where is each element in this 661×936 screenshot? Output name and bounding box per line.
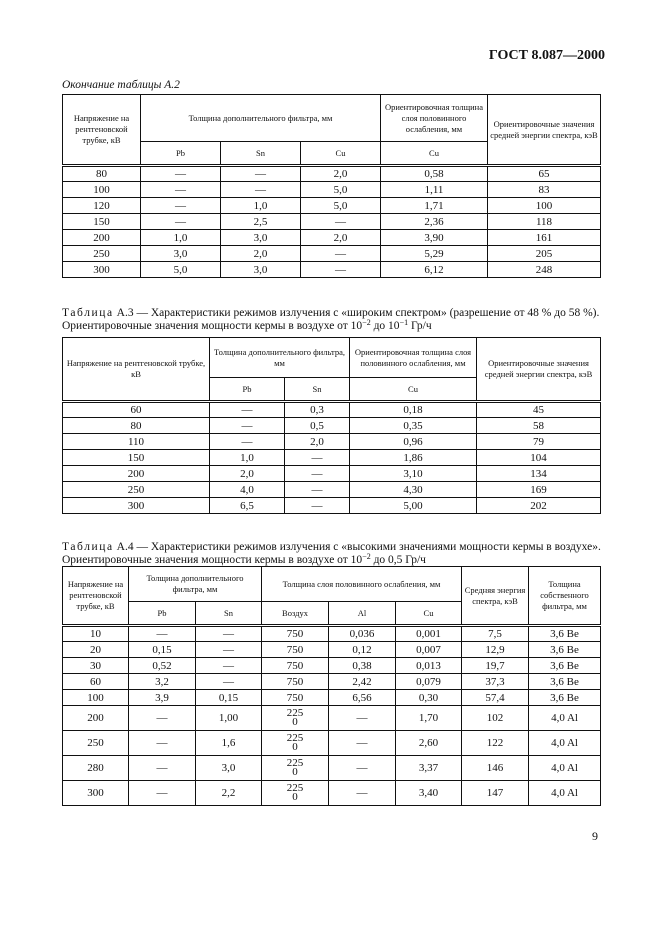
table-cell: 250: [63, 246, 141, 262]
table-cell: 110: [63, 434, 210, 450]
table-cell: —: [196, 674, 262, 690]
table-cell: 6,56: [329, 690, 396, 706]
table-cell: 0,15: [129, 642, 196, 658]
table-cell: 200: [63, 466, 210, 482]
table-a3-label: Таблица: [62, 307, 114, 319]
table-cell: —: [210, 402, 285, 418]
table-cell: 4,0 Al: [529, 731, 601, 756]
table-a4-exponent: −2: [362, 552, 371, 561]
header-air: Воздух: [262, 602, 329, 626]
table-cell: 4,30: [350, 482, 477, 498]
table-cell: 146: [462, 756, 529, 781]
table-a2: [62, 94, 601, 278]
table-cell: 1,70: [396, 706, 462, 731]
table-cell: 2,0: [221, 246, 301, 262]
header-sn: Sn: [221, 142, 301, 166]
table-cell: —: [285, 466, 350, 482]
table-cell: 1,0: [221, 198, 301, 214]
table-a3-title: А.3 — Характеристики режимов излучения с «широким спектром» (разрешение от 48 % до 58 %).: [116, 307, 600, 319]
table-cell: 200: [63, 706, 129, 731]
table-cell: 7,5: [462, 626, 529, 642]
table-cell: 750: [262, 626, 329, 642]
table-row: [63, 450, 601, 466]
table-cell: 79: [477, 434, 601, 450]
table-cell: 1,86: [350, 450, 477, 466]
table-cell: 4,0 Al: [529, 756, 601, 781]
table-cell: —: [129, 706, 196, 731]
header-cu: Cu: [350, 378, 477, 402]
table-cell: 2,2: [196, 781, 262, 806]
table-cell: 2,60: [396, 731, 462, 756]
table-cell: 60: [63, 674, 129, 690]
table-cell: —: [141, 182, 221, 198]
table-cell: 4,0 Al: [529, 706, 601, 731]
table-cell: 200: [63, 230, 141, 246]
table-cell: 0,18: [350, 402, 477, 418]
table-cell: 280: [63, 756, 129, 781]
table-cell: 0,12: [329, 642, 396, 658]
header-al: Al: [329, 602, 396, 626]
table-cell: 45: [477, 402, 601, 418]
header-pb: Pb: [210, 378, 285, 402]
table-cell: 2,0: [301, 166, 381, 182]
header-filter: Толщина дополнительного фильтра, мм: [141, 95, 381, 142]
table-cell: 5,0: [141, 262, 221, 278]
table-cell: 5,0: [301, 198, 381, 214]
table-cell: —: [329, 781, 396, 806]
table-cell: —: [141, 214, 221, 230]
table-cell: 2,0: [301, 230, 381, 246]
table-cell: 161: [488, 230, 601, 246]
header-cu: Cu: [301, 142, 381, 166]
table-row: [63, 402, 601, 418]
table-cell: 248: [488, 262, 601, 278]
table-a4: [62, 566, 601, 806]
header-own-filter: Толщина собственного фильтра, мм: [529, 567, 601, 626]
header-cu: Cu: [396, 602, 462, 626]
table-cell: 250: [63, 731, 129, 756]
table-cell: 100: [63, 182, 141, 198]
table-a3-caption-mid: до 10: [370, 320, 400, 332]
header-voltage: Напряжение на рентгеновской трубке, кВ: [63, 95, 141, 166]
table-cell: 0,079: [396, 674, 462, 690]
table-cell: 750: [262, 658, 329, 674]
table-a3-unit: Гр/ч: [408, 320, 432, 332]
table-row: [63, 642, 601, 658]
table-a3-caption-line2: [62, 320, 432, 333]
table-row: [63, 214, 601, 230]
table-cell: 169: [477, 482, 601, 498]
table-a3-exponent-1: −2: [362, 318, 371, 327]
table-cell: —: [221, 166, 301, 182]
table-cell: 2,0: [210, 466, 285, 482]
table-cell: 104: [477, 450, 601, 466]
table-cell: 3,6 Be: [529, 658, 601, 674]
table-cell: 102: [462, 706, 529, 731]
table-cell: —: [285, 482, 350, 498]
table-cell: 3,0: [196, 756, 262, 781]
table-cell: —: [221, 182, 301, 198]
table-a2-caption: Окончание таблицы А.2: [62, 79, 180, 91]
table-cell: 0,036: [329, 626, 396, 642]
table-cell: 1,0: [210, 450, 285, 466]
table-cell: 58: [477, 418, 601, 434]
standard-header: ГОСТ 8.087—2000: [488, 48, 605, 63]
table-a3: [62, 337, 601, 514]
table-cell: 19,7: [462, 658, 529, 674]
table-cell: 80: [63, 418, 210, 434]
table-cell: 1,00: [196, 706, 262, 731]
table-cell: 83: [488, 182, 601, 198]
table-cell: 0,013: [396, 658, 462, 674]
table-cell: 0,3: [285, 402, 350, 418]
table-cell: 300: [63, 781, 129, 806]
table-cell: —: [301, 214, 381, 230]
table-cell: 3,6 Be: [529, 690, 601, 706]
table-a4-title: А.4 — Характеристики режимов излучения с «высокими значениями мощности кермы в воздухе».: [116, 541, 601, 553]
table-cell: 65: [488, 166, 601, 182]
table-cell: 300: [63, 498, 210, 514]
table-row: [63, 731, 601, 756]
table-cell: 0,58: [381, 166, 488, 182]
table-cell: 20: [63, 642, 129, 658]
table-a4-caption-text: Ориентировочные значения мощности кермы в воздухе от 10: [62, 554, 363, 566]
table-cell: 3,40: [396, 781, 462, 806]
table-cell: 4,0 Al: [529, 781, 601, 806]
table-cell: 3,0: [221, 230, 301, 246]
table-row: [63, 498, 601, 514]
table-cell: 1,71: [381, 198, 488, 214]
table-cell: 37,3: [462, 674, 529, 690]
table-cell: 750: [262, 674, 329, 690]
header-sn: Sn: [285, 378, 350, 402]
table-row: [63, 246, 601, 262]
table-cell: 225 0: [262, 706, 329, 731]
table-row: [63, 230, 601, 246]
table-cell: 3,0: [141, 246, 221, 262]
table-cell: 118: [488, 214, 601, 230]
table-cell: 750: [262, 642, 329, 658]
table-cell: 225 0: [262, 756, 329, 781]
table-cell: 147: [462, 781, 529, 806]
table-cell: 150: [63, 450, 210, 466]
table-row: [63, 166, 601, 182]
table-cell: —: [301, 262, 381, 278]
table-cell: 300: [63, 262, 141, 278]
table-cell: 3,10: [350, 466, 477, 482]
table-cell: 3,2: [129, 674, 196, 690]
table-a3-body: [63, 402, 601, 514]
table-cell: 57,4: [462, 690, 529, 706]
table-cell: —: [210, 434, 285, 450]
table-cell: —: [196, 626, 262, 642]
table-cell: —: [141, 198, 221, 214]
table-a4-label: Таблица: [62, 541, 114, 553]
table-cell: 3,6 Be: [529, 674, 601, 690]
table-cell: 1,6: [196, 731, 262, 756]
table-cell: —: [129, 756, 196, 781]
table-a4-body: [63, 626, 601, 806]
table-cell: 3,9: [129, 690, 196, 706]
table-a3-exponent-2: −1: [399, 318, 409, 327]
header-hvl: Толщина слоя половинного ослабления, мм: [262, 567, 462, 602]
table-cell: —: [196, 658, 262, 674]
table-row: [63, 466, 601, 482]
table-row: [63, 756, 601, 781]
table-cell: 120: [63, 198, 141, 214]
table-cell: 12,9: [462, 642, 529, 658]
table-cell: 3,90: [381, 230, 488, 246]
table-cell: 0,96: [350, 434, 477, 450]
table-row: [63, 781, 601, 806]
table-row: [63, 674, 601, 690]
table-cell: 0,52: [129, 658, 196, 674]
table-cell: 0,38: [329, 658, 396, 674]
table-row: [63, 434, 601, 450]
header-filter: Толщина дополнительного фильтра, мм: [129, 567, 262, 602]
table-cell: —: [129, 626, 196, 642]
table-cell: 6,5: [210, 498, 285, 514]
table-cell: 225 0: [262, 781, 329, 806]
table-cell: 3,6 Be: [529, 642, 601, 658]
table-cell: —: [285, 450, 350, 466]
table-cell: —: [129, 781, 196, 806]
table-cell: 2,36: [381, 214, 488, 230]
table-cell: 30: [63, 658, 129, 674]
table-cell: 0,007: [396, 642, 462, 658]
table-cell: 0,15: [196, 690, 262, 706]
table-a3-caption-text: Ориентировочные значения мощности кермы в воздухе от 10: [62, 320, 363, 332]
table-cell: 250: [63, 482, 210, 498]
table-cell: 0,5: [285, 418, 350, 434]
header-filter: Толщина дополнительного фильтра, мм: [210, 338, 350, 378]
table-cell: 134: [477, 466, 601, 482]
table-cell: 5,29: [381, 246, 488, 262]
table-cell: 0,35: [350, 418, 477, 434]
header-hvl: Ориентировочная толщина слоя половинного ослабления, мм: [350, 338, 477, 378]
table-cell: 3,6 Be: [529, 626, 601, 642]
table-cell: —: [196, 642, 262, 658]
table-cell: —: [129, 731, 196, 756]
table-cell: 225 0: [262, 731, 329, 756]
table-a4-caption: [62, 541, 601, 554]
header-pb: Pb: [141, 142, 221, 166]
table-a2-body: [63, 166, 601, 278]
header-voltage: Напряжение на рентгеновской трубке, кВ: [63, 338, 210, 402]
table-row: [63, 262, 601, 278]
table-a4-caption-mid: до 0,5 Гр/ч: [370, 554, 426, 566]
table-cell: —: [301, 246, 381, 262]
header-sn: Sn: [196, 602, 262, 626]
table-cell: —: [329, 756, 396, 781]
table-cell: 750: [262, 690, 329, 706]
table-cell: 6,12: [381, 262, 488, 278]
table-cell: —: [285, 498, 350, 514]
table-cell: 122: [462, 731, 529, 756]
table-a3-caption: [62, 307, 599, 320]
table-row: [63, 706, 601, 731]
table-cell: 2,0: [285, 434, 350, 450]
table-cell: 0,30: [396, 690, 462, 706]
table-cell: —: [210, 418, 285, 434]
table-cell: 100: [488, 198, 601, 214]
table-cell: 3,37: [396, 756, 462, 781]
table-cell: 1,0: [141, 230, 221, 246]
table-cell: 60: [63, 402, 210, 418]
table-cell: 0,001: [396, 626, 462, 642]
table-cell: 2,42: [329, 674, 396, 690]
header-energy: Ориентировочные значения средней энергии спектра, кэВ: [477, 338, 601, 402]
header-hvl: Ориентировочная толщина слоя половинного ослабления, мм: [381, 95, 488, 142]
table-row: [63, 182, 601, 198]
header-pb: Pb: [129, 602, 196, 626]
header-energy: Средняя энергия спектра, кэВ: [462, 567, 529, 626]
table-cell: 205: [488, 246, 601, 262]
table-cell: 80: [63, 166, 141, 182]
table-cell: 1,11: [381, 182, 488, 198]
header-voltage: Напряжение на рентгеновской трубке, кВ: [63, 567, 129, 626]
table-cell: 3,0: [221, 262, 301, 278]
table-cell: 100: [63, 690, 129, 706]
table-cell: —: [329, 706, 396, 731]
table-row: [63, 198, 601, 214]
header-energy: Ориентировочные значения средней энергии спектра, кэВ: [488, 95, 601, 166]
table-row: [63, 658, 601, 674]
table-row: [63, 418, 601, 434]
table-row: [63, 482, 601, 498]
table-cell: 202: [477, 498, 601, 514]
table-cell: 2,5: [221, 214, 301, 230]
table-row: [63, 626, 601, 642]
table-cell: 5,0: [301, 182, 381, 198]
table-cell: 150: [63, 214, 141, 230]
header-hvl-cu: Cu: [381, 142, 488, 166]
table-row: [63, 690, 601, 706]
table-cell: 5,00: [350, 498, 477, 514]
table-cell: —: [141, 166, 221, 182]
page-number: 9: [592, 829, 598, 843]
table-cell: 4,0: [210, 482, 285, 498]
table-cell: 10: [63, 626, 129, 642]
table-cell: —: [329, 731, 396, 756]
